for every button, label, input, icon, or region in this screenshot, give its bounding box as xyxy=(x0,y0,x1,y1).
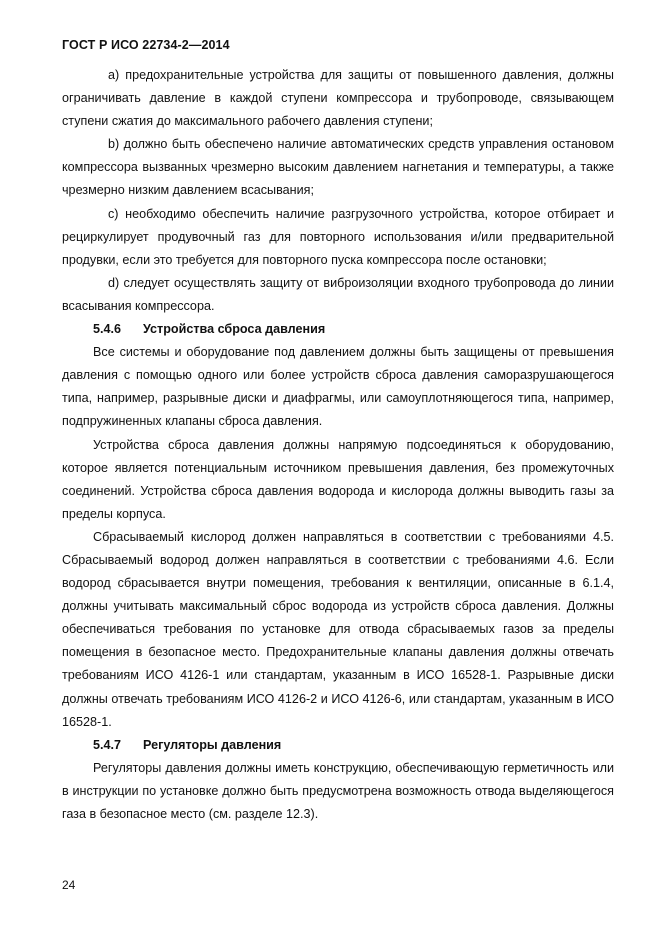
list-item-d: d) следует осуществлять защиту от виброизоляции входного трубопровода до линии всасывания компрессора. xyxy=(62,275,614,313)
section-heading-5-4-7 xyxy=(62,734,614,757)
paragraph: Устройства сброса давления должны напрямую подсоединяться к оборудованию, которое является потенциальным источником превышения давления, без промежуточных соединений. Устройства сброса давления водорода и кислорода должны выводить газы за пределы корпуса. xyxy=(62,437,614,521)
section-heading-5-4-6 xyxy=(62,318,614,341)
list-item-a: а) предохранительные устройства для защиты от повышенного давления, должны ограничивать давление в каждой ступени компрессора и трубопроводе, связывающем ступени сжатия до максимального рабочего давления ступени; xyxy=(62,68,614,129)
document-header: ГОСТ Р ИСО 22734-2—2014 xyxy=(62,38,230,52)
list-item-b: b) должно быть обеспечено наличие автоматических средств управления остановом компрессора вызванных чрезмерно высоким давлением нагнетания и температуры, а также чрезмерно низким давлением всасывания; xyxy=(62,137,614,198)
section-title: Устройства сброса давления xyxy=(143,322,326,337)
section-number: 5.4.7 xyxy=(93,737,122,752)
list-item-c: с) необходимо обеспечить наличие разгрузочного устройства, которое отбирает и рециркулирует продувочный газ для повторного использования и/или предварительной продувки, если это требуется для повторного пуска компрессора после остановки; xyxy=(62,206,614,267)
section-number: 5.4.6 xyxy=(93,322,122,337)
paragraph: Все системы и оборудование под давлением должны быть защищены от превышения давления с помощью одного или более устройств сброса давления саморазрушающегося типа, например, разрывные диски и диафрагмы, или самоуплотняющегося типа, например, подпружиненных клапаны сброса давления. xyxy=(62,345,614,429)
paragraph: Сбрасываемый кислород должен направляться в соответствии с требованиями 4.5. Сбрасываемый водород должен направляться в соответствии с требованиями 4.6. Если водород сбрасывается внутри помещения, требования к вентиляции, описанные в 6.1.4, должны учитывать максимальный сброс водорода из устройств сброса давления. Должны обеспечиваться требования по установке для отвода сбрасываемых газов за пределы помещения в безопасное место. Предохранительные клапаны давления должны отвечать требованиям ИСО 4126-1 или стандартам, указанным в ИСО 16528-1. Разрывные диски должны отвечать требованиям ИСО 4126-2 и ИСО 4126-6, или стандартам, указанным в ИСО 16528-1. xyxy=(62,529,614,729)
document-body xyxy=(62,64,614,826)
page-number: 24 xyxy=(62,878,76,892)
section-title: Регуляторы давления xyxy=(143,737,282,752)
paragraph: Регуляторы давления должны иметь конструкцию, обеспечивающую герметичность или в инструкции по установке должно быть предусмотрена возможность отвода выделяющегося газа в безопасное место (см. разделе 12.3). xyxy=(62,760,614,821)
